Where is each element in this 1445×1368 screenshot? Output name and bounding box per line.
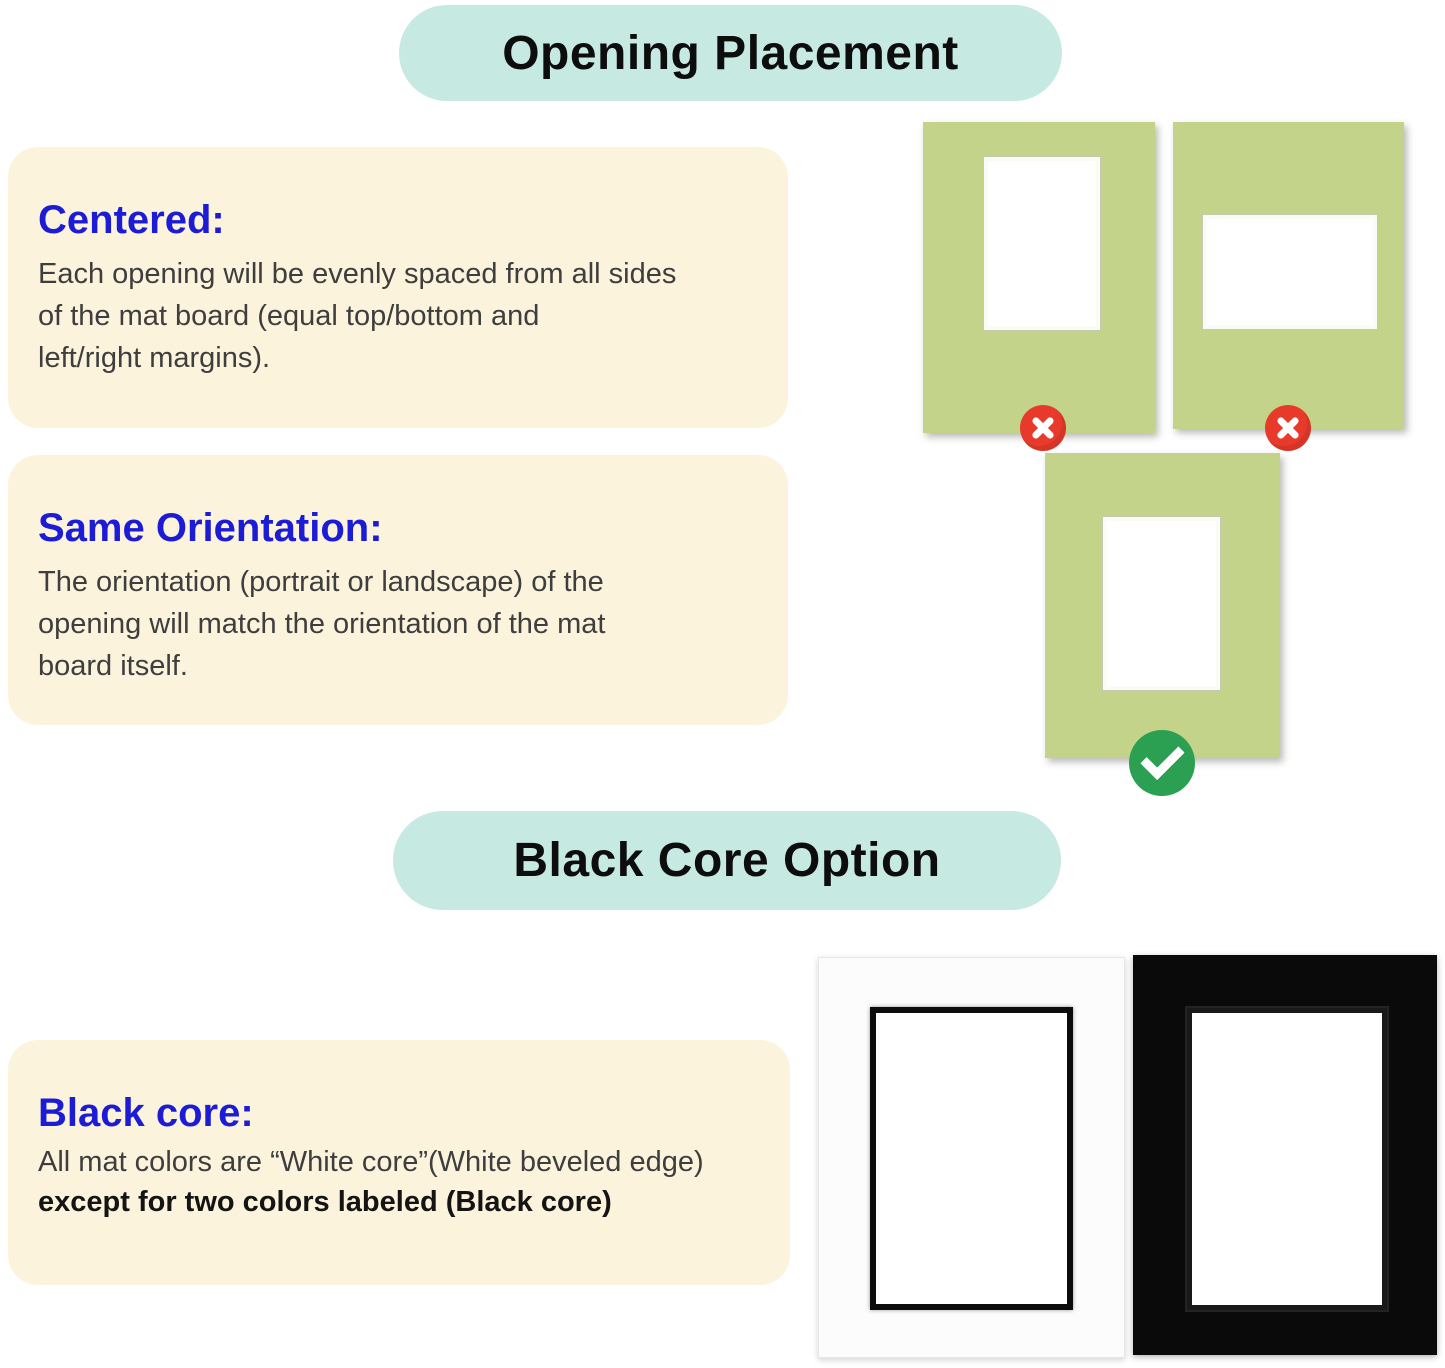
same-orientation-body-line: The orientation (portrait or landscape) of the bbox=[38, 566, 604, 598]
same-orientation-heading: Same Orientation: bbox=[38, 506, 383, 550]
black-mat-black-core-example bbox=[1133, 955, 1437, 1355]
same-orientation-note-box bbox=[8, 455, 788, 725]
centered-body-line: left/right margins). bbox=[38, 342, 271, 374]
black-core-heading: Black core: bbox=[38, 1091, 254, 1135]
mat-board-off-center-example bbox=[923, 122, 1155, 433]
mat-opening-portrait-centered bbox=[1103, 517, 1220, 690]
mat-board-wrong-orientation-example bbox=[1173, 122, 1404, 429]
black-core-option-title: Black Core Option bbox=[513, 834, 941, 887]
mat-board-correct-example bbox=[1045, 453, 1280, 758]
centered-note-box bbox=[8, 147, 788, 428]
x-circle-icon bbox=[1274, 414, 1302, 442]
mat-opening-landscape bbox=[1203, 215, 1377, 329]
black-core-note-box bbox=[8, 1040, 790, 1285]
correct-badge bbox=[1129, 730, 1195, 796]
same-orientation-body-line: opening will match the orientation of the mat bbox=[38, 608, 606, 640]
same-orientation-body-line: board itself. bbox=[38, 650, 188, 682]
black-core-option-header bbox=[393, 811, 1061, 910]
black-core-body-line-bold: except for two colors labeled (Black core) bbox=[38, 1186, 612, 1218]
mat-opening-portrait-high bbox=[984, 157, 1100, 330]
x-circle-icon bbox=[1029, 414, 1057, 442]
opening-placement-title: Opening Placement bbox=[502, 26, 959, 80]
centered-heading: Centered: bbox=[38, 198, 225, 242]
wrong-badge bbox=[1020, 405, 1066, 451]
black-core-beveled-opening bbox=[1187, 1008, 1387, 1310]
opening-placement-header bbox=[399, 5, 1062, 101]
check-circle-icon bbox=[1140, 736, 1185, 781]
centered-body-line: Each opening will be evenly spaced from all sides bbox=[38, 258, 677, 290]
centered-body-line: of the mat board (equal top/bottom and bbox=[38, 300, 540, 332]
black-core-beveled-opening bbox=[870, 1007, 1073, 1310]
wrong-badge bbox=[1265, 405, 1311, 451]
black-core-body-line: All mat colors are “White core”(White beveled edge) bbox=[38, 1146, 704, 1178]
white-mat-black-core-example bbox=[818, 957, 1125, 1358]
